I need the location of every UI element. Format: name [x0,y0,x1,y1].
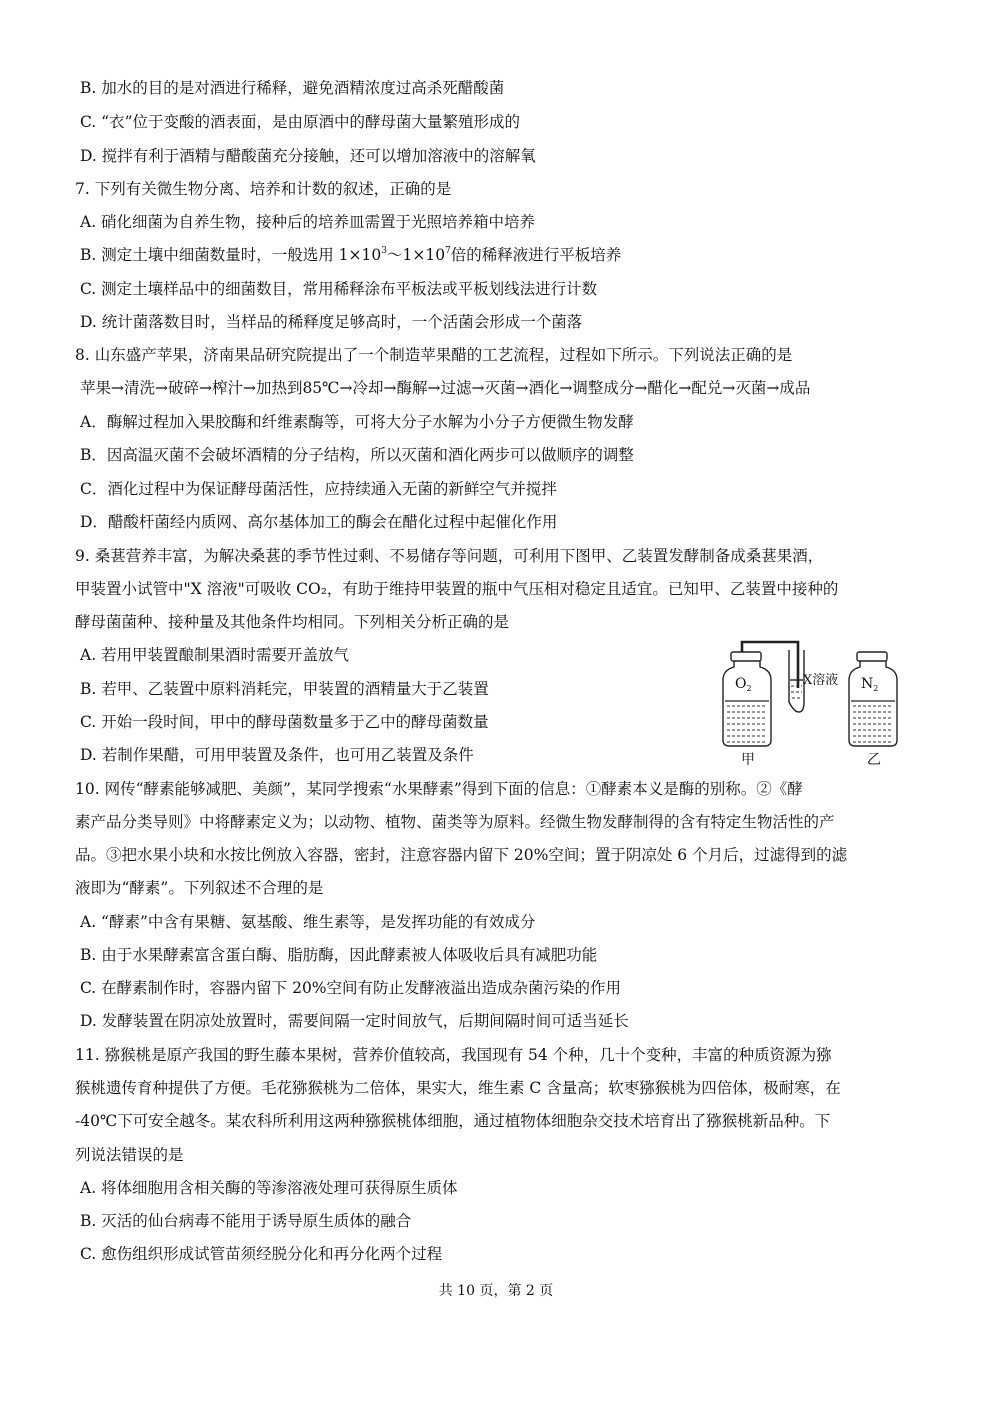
q8-stem: 8. 山东盛产苹果，济南果品研究院提出了一个制造苹果醋的工艺流程，过程如下所示。下列说法正确的是 [75,346,793,364]
q10-stem-line2: 素产品分类导则》中将酵素定义为；以动物、植物、菌类等为原料。经微生物发酵制得的含有特定生物活性的产 [75,813,835,831]
q11-stem-line4: 列说法错误的是 [75,1146,184,1164]
q6-option-b: B. 加水的目的是对酒进行稀释，避免酒精浓度过高杀死醋酸菌 [80,79,505,97]
q11-option-a: A. 将体细胞用含相关酶的等渗溶液处理可获得原生质体 [80,1179,458,1197]
fermentation-apparatus-diagram [715,640,920,768]
yi-bottle-body [849,661,897,746]
x-solution-test-tube [789,650,804,712]
q7-option-c: C. 测定土壤样品中的细菌数目，常用稀释涂布平板法或平板划线法进行计数 [80,280,598,298]
q11-option-b: B. 灭活的仙台病毒不能用于诱导原生质体的融合 [80,1212,412,1230]
q10-stem-line4: 液即为“酵素”。下列叙述不合理的是 [75,879,324,897]
x-solution-label: X溶液 [803,673,839,688]
q9-stem-line1: 9. 桑葚营养丰富，为解决桑葚的季节性过剩、不易储存等问题，可利用下图甲、乙装置发酵制备成桑葚果酒， [75,547,824,565]
q7-option-d: D. 统计菌落数目时，当样品的稀释度足够高时，一个活菌会形成一个菌落 [80,313,583,331]
q10-option-b: B. 由于水果酵素富含蛋白酶、脂肪酶，因此酵素被人体吸收后具有减肥功能 [80,946,598,964]
yi-bottle-cap [857,652,887,661]
q8-option-d: D．醋酸杆菌经内质网、高尔基体加工的酶会在醋化过程中起催化作用 [80,513,558,531]
q7-option-a: A. 硝化细菌为自养生物，接种后的培养皿需置于光照培养箱中培养 [80,213,536,231]
q6-option-d: D. 搅拌有利于酒精与醋酸菌充分接触，还可以增加溶液中的溶解氧 [80,147,536,165]
jia-bottle-cap [731,652,761,661]
q8-option-b: B．因高温灭菌不会破坏酒精的分子结构，所以灭菌和酒化两步可以做顺序的调整 [80,446,634,464]
q11-stem-line2: 猴桃遗传育种提供了方便。毛花猕猴桃为二倍体，果实大，维生素 C 含量高；软枣猕猴桃为四倍体，极耐寒，在 [75,1079,841,1097]
q11-stem-line1: 11. 猕猴桃是原产我国的野生藤本果树，营养价值较高，我国现有 54 个种，几十个变种，丰富的种质资源为猕 [75,1046,832,1064]
q8-option-a: A．酶解过程加入果胶酶和纤维素酶等，可将大分子水解为小分子方便微生物发酵 [80,413,634,431]
q9-stem-line2: 甲装置小试管中"X 溶液"可吸收 CO₂，有助于维持甲装置的瓶中气压相对稳定且适宜。已知甲、乙装置中接种的 [75,580,839,598]
q9-option-d: D. 若制作果醋，可用甲装置及条件，也可用乙装置及条件 [80,746,474,764]
o2-label: $O_2$ [735,676,752,693]
q7-stem: 7. 下列有关微生物分离、培养和计数的叙述，正确的是 [75,180,452,198]
q10-option-d: D. 发酵装置在阴凉处放置时，需要间隔一定时间放气，后期间隔时间可适当延长 [80,1012,629,1030]
jia-label: 甲 [741,752,755,768]
page-footer: 共 10 页，第 2 页 [438,1283,554,1299]
q6-option-c: C. “衣”位于变酸的酒表面，是由原酒中的酵母菌大量繁殖形成的 [80,113,521,131]
n2-label: $N_2$ [861,676,879,693]
q9-stem-line3: 酵母菌菌种、接种量及其他条件均相同。下列相关分析正确的是 [75,613,510,631]
q7-option-b: B. 测定土壤中细菌数量时，一般选用 $1\times 10^3\sim 1\times 10^7$倍的稀释液进行平板培养 [80,246,622,264]
q9-option-b: B. 若甲、乙装置中原料消耗完，甲装置的酒精量大于乙装置 [80,680,489,698]
yi-label: 乙 [867,752,881,768]
q11-stem-line3: -40℃下可安全越冬。某农科所利用这两种猕猴桃体细胞，通过植物体细胞杂交技术培育出了猕猴桃新品种。下 [75,1112,831,1130]
q10-stem-line1: 10. 网传“酵素能够减肥、美颜”，某同学搜索“水果酵素”得到下面的信息：①酵素本义是酶的别称。②《酵 [75,780,803,798]
q9-option-c: C. 开始一段时间，甲中的酵母菌数量多于乙中的酵母菌数量 [80,713,489,731]
q10-option-a: A. “酵素”中含有果糖、氨基酸、维生素等，是发挥功能的有效成分 [80,913,536,931]
jia-bottle-body [723,661,771,746]
q10-option-c: C. 在酵素制作时，容器内留下 20%空间有防止发酵液溢出造成杂菌污染的作用 [80,979,622,997]
q9-option-a: A. 若用甲装置酿制果酒时需要开盖放气 [80,646,350,664]
q8-option-c: C．酒化过程中为保证酵母菌活性，应持续通入无菌的新鲜空气并搅拌 [80,480,557,498]
q8-process-flow: 苹果→清洗→破碎→榨汁→加热到85℃→冷却→酶解→过滤→灭菌→酒化→调整成分→醋化→配兑→灭菌→成品 [80,379,811,397]
q11-option-c: C. 愈伤组织形成试管苗须经脱分化和再分化两个过程 [80,1245,443,1263]
q10-stem-line3: 品。③把水果小块和水按比例放入容器，密封，注意容器内留下 20%空间；置于阴凉处 6 个月后，过滤得到的滤 [75,846,848,864]
